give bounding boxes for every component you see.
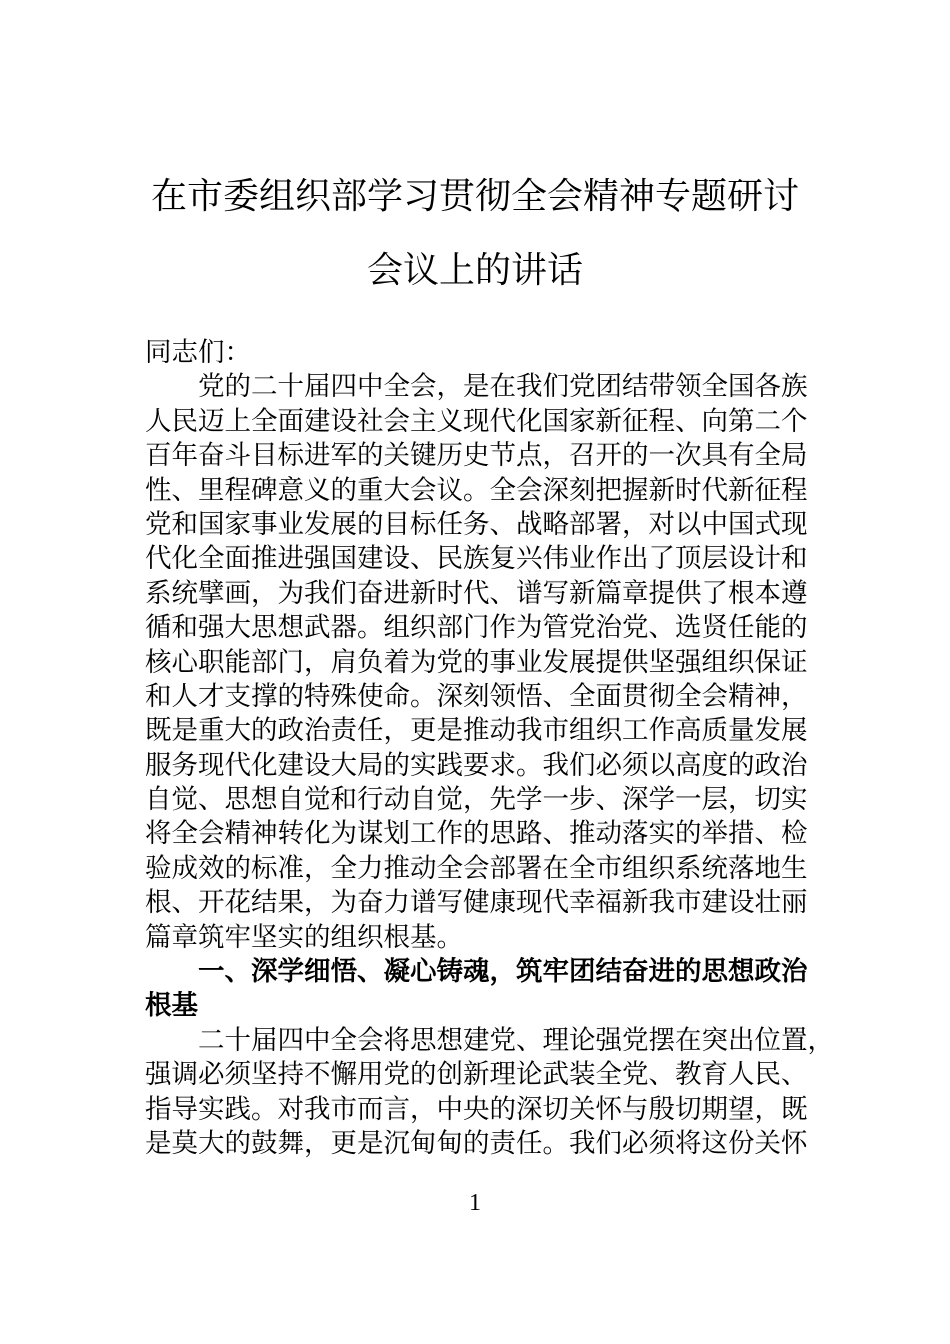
paragraph-line: 和人才支撑的特殊使命。深刻领悟、全面贯彻全会精神， [145,680,808,712]
paragraph-line: 性、里程碑意义的重大会议。全会深刻把握新时代新征程 [145,474,808,506]
paragraph-line: 既是重大的政治责任，更是推动我市组织工作高质量发展 [145,715,808,747]
paragraph-line: 百年奋斗目标进军的关键历史节点，召开的一次具有全局 [145,440,808,472]
paragraph-line: 人民迈上全面建设社会主义现代化国家新征程、向第二个 [145,405,808,437]
section-heading-line: 根基 [145,990,198,1022]
document-title-line-1: 在市委组织部学习贯彻全会精神专题研讨 [150,176,799,217]
paragraph-line: 指导实践。对我市而言，中央的深切关怀与殷切期望，既 [145,1093,808,1125]
document-title-line-2: 会议上的讲话 [366,250,583,291]
paragraph-line: 根、开花结果，为奋力谱写健康现代幸福新我市建设壮丽 [145,887,808,919]
paragraph-line: 验成效的标准，全力推动全会部署在全市组织系统落地生 [145,852,808,884]
paragraph-line: 循和强大思想武器。组织部门作为管党治党、选贤任能的 [145,612,808,644]
paragraph-line: 服务现代化建设大局的实践要求。我们必须以高度的政治 [145,749,808,781]
paragraph-line: 代化全面推进强国建设、民族复兴伟业作出了顶层设计和 [145,543,808,575]
paragraph-line: 将全会精神转化为谋划工作的思路、推动落实的举措、检 [145,818,808,850]
paragraph-line: 强调必须坚持不懈用党的创新理论武装全党、教育人民、 [145,1059,808,1091]
paragraph-line: 党和国家事业发展的目标任务、战略部署，对以中国式现 [145,508,808,540]
paragraph-line: 是莫大的鼓舞，更是沉甸甸的责任。我们必须将这份关怀 [145,1127,808,1159]
section-heading-line: 一、深学细悟、凝心铸魂，筑牢团结奋进的思想政治 [198,956,808,988]
salutation: 同志们： [145,337,251,368]
document-body [145,336,845,1161]
paragraph-line: 篇章筑牢坚实的组织根基。 [145,921,463,953]
paragraph-line: 系统擘画，为我们奋进新时代、谱写新篇章提供了根本遵 [145,577,808,609]
page-number: 1 [469,1190,481,1216]
paragraph-line: 自觉、思想自觉和行动自觉，先学一步、深学一层，切实 [145,784,808,816]
paragraph-line: 二十届四中全会将思想建党、理论强党摆在突出位置， [198,1024,834,1056]
paragraph-line: 核心职能部门，肩负着为党的事业发展提供坚强组织保证 [145,646,808,678]
paragraph-line: 党的二十届四中全会，是在我们党团结带领全国各族 [198,371,808,403]
